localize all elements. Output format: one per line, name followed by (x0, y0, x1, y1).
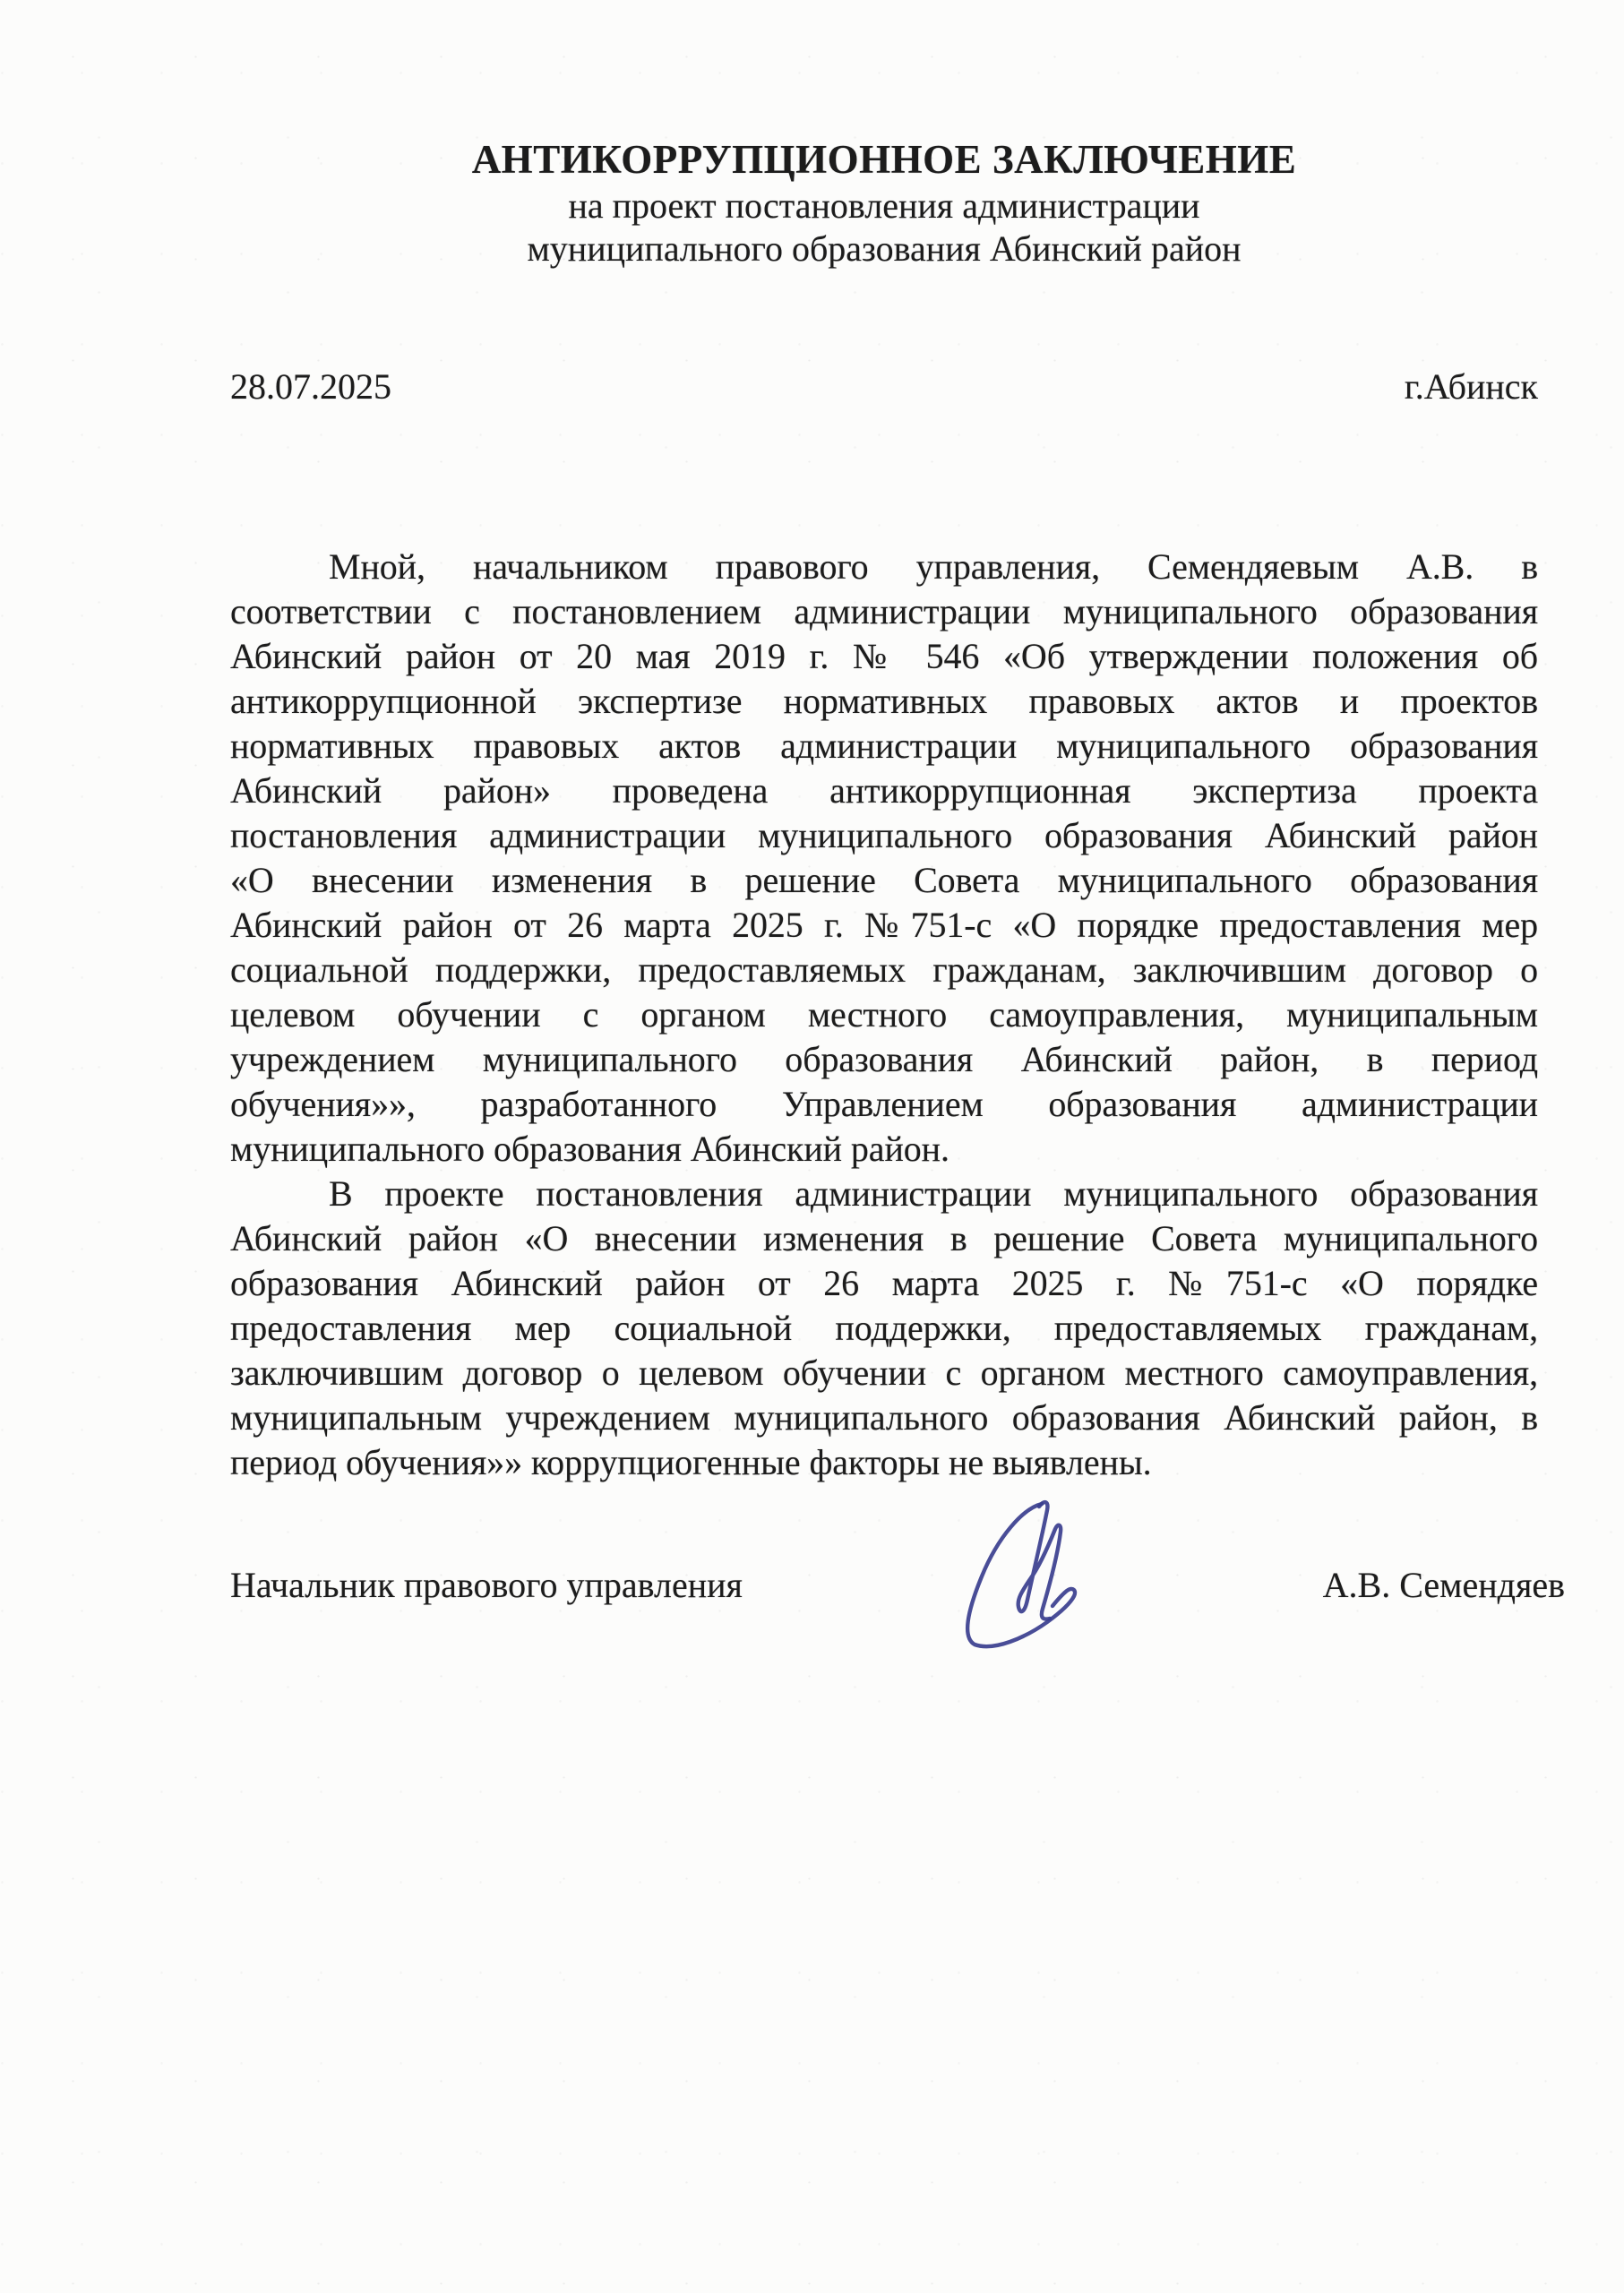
signer-name: А.В. Семендяев (1322, 1565, 1565, 1605)
body-paragraph-1 (230, 545, 1538, 1172)
signature-row (230, 1563, 1565, 1608)
signature-ink (923, 1478, 1138, 1675)
paragraph-1-line-2: соответствии с постановлением администрации муниципального образования (230, 591, 1538, 631)
date-place-row (230, 367, 1538, 407)
paragraph-1-line-11: целевом обучении с органом местного самоуправления, муниципальным (230, 994, 1538, 1035)
paragraph-1-line-7: постановления администрации муниципального образования Абинский район (230, 815, 1538, 855)
paragraph-1-line-14: муниципального образования Абинский район. (230, 1129, 949, 1169)
document-subtitle-line-1: на проект постановления администрации (568, 185, 1200, 226)
paragraph-1-line-8: «О внесении изменения в решение Совета муниципального образования (230, 860, 1538, 900)
paragraph-2-line-2: Абинский район «О внесении изменения в решение Совета муниципального (230, 1218, 1538, 1258)
body-paragraph-2 (230, 1172, 1538, 1485)
paragraph-2-line-7: период обучения»» коррупциогенные факторы не выявлены. (230, 1442, 1152, 1482)
paragraph-2-line-1: В проекте постановления администрации муниципального образования (329, 1173, 1538, 1214)
paragraph-1-line-9: Абинский район от 26 марта 2025 г. №751-с «О порядке предоставления мер (230, 905, 1538, 945)
paragraph-1-line-3: Абинский район от 20 мая 2019 г. № 546 «Об утверждении положения об (230, 636, 1538, 676)
paragraph-1-line-1: Мной, начальником правового управления, Семендяевым А.В. в (329, 546, 1538, 587)
paragraph-1-line-13: обучения»», разработанного Управлением образования администрации (230, 1084, 1538, 1124)
paragraph-2-line-3: образования Абинский район от 26 марта 2025 г. №751-с «О порядке (230, 1263, 1538, 1303)
document-place: г.Абинск (1404, 366, 1538, 407)
document-title: АНТИКОРРУПЦИОННОЕ ЗАКЛЮЧЕНИЕ (471, 137, 1297, 182)
document-subtitle-line-2: муниципального образования Абинский район (527, 228, 1242, 269)
paragraph-1-line-6: Абинский район» проведена антикоррупционная экспертиза проекта (230, 770, 1538, 811)
document-date: 28.07.2025 (230, 366, 391, 407)
paragraph-1-line-12: учреждением муниципального образования Абинский район, в период (230, 1039, 1538, 1079)
signer-position-title: Начальник правового управления (230, 1565, 743, 1605)
document-body (230, 545, 1538, 1485)
paragraph-2-line-4: предоставления мер социальной поддержки, предоставляемых гражданам, (230, 1308, 1538, 1348)
paragraph-1-line-5: нормативных правовых актов администрации муниципального образования (230, 726, 1538, 766)
paragraph-1-line-4: антикоррупционной экспертизе нормативных правовых актов и проектов (230, 681, 1538, 721)
paragraph-2-line-6: муниципальным учреждением муниципального образования Абинский район, в (230, 1397, 1538, 1438)
document-header (230, 134, 1538, 271)
paragraph-1-line-10: социальной поддержки, предоставляемых гражданам, заключившим договор о (230, 949, 1538, 990)
paragraph-2-line-5: заключившим договор о целевом обучении с органом местного самоуправления, (230, 1353, 1538, 1393)
